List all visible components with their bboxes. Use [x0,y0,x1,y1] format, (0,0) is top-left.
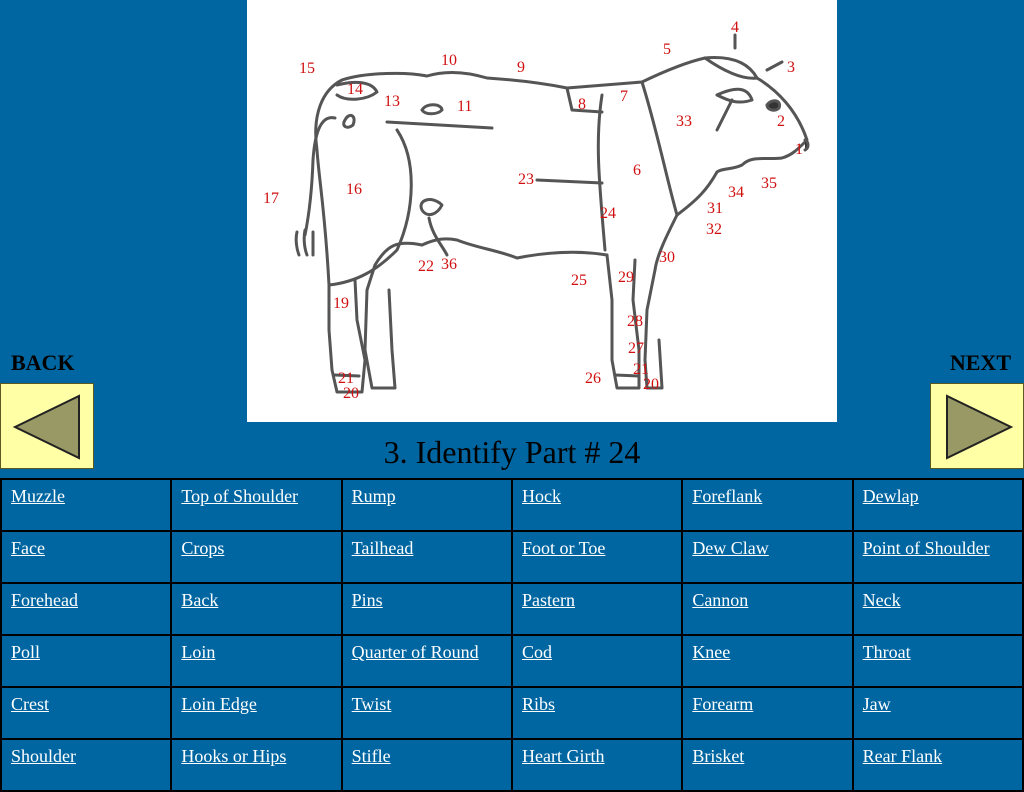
svg-text:15: 15 [299,60,315,77]
back-label: BACK [11,350,75,375]
answer-link[interactable]: Twist [351,694,392,714]
svg-text:29: 29 [618,269,634,286]
answer-link[interactable]: Top of Shoulder [181,486,299,506]
answer-cell [342,583,512,635]
cow-outline-drawing [247,0,837,422]
answer-cell [853,531,1023,583]
answer-cell [1,739,171,791]
answer-cell [512,687,682,739]
svg-text:30: 30 [659,249,675,266]
answer-row [1,531,1023,583]
answer-cell [1,687,171,739]
answer-cell [342,531,512,583]
svg-text:7: 7 [620,88,628,105]
svg-text:1: 1 [795,141,803,158]
answer-cell [171,739,341,791]
answer-link[interactable]: Neck [862,590,901,610]
answer-link[interactable]: Rump [351,486,396,506]
answer-row [1,739,1023,791]
answer-link[interactable]: Pins [351,590,383,610]
answer-link[interactable]: Dewlap [862,486,919,506]
answer-cell [682,635,852,687]
answer-cell [1,635,171,687]
answer-link[interactable]: Hock [521,486,561,506]
answer-cell [342,635,512,687]
answer-row [1,479,1023,531]
next-label: NEXT [949,350,1011,375]
answer-link[interactable]: Loin [181,642,216,662]
answer-cell [1,479,171,531]
answer-cell [682,583,852,635]
svg-text:23: 23 [518,171,534,188]
answer-link[interactable]: Throat [862,642,911,662]
svg-text:14: 14 [347,81,363,98]
answer-link[interactable]: Shoulder [11,746,76,766]
answer-cell [171,687,341,739]
answer-cell [512,583,682,635]
svg-text:20: 20 [643,376,659,393]
answer-link[interactable]: Cod [521,642,552,662]
answer-cell [853,687,1023,739]
answer-link[interactable]: Hooks or Hips [181,746,287,766]
answer-cell [342,739,512,791]
answer-link[interactable]: Crops [181,538,225,558]
answer-link[interactable]: Loin Edge [181,694,257,714]
answer-link[interactable]: Pastern [521,590,575,610]
svg-text:22: 22 [418,258,434,275]
answer-row [1,687,1023,739]
answer-cell [682,479,852,531]
svg-text:24: 24 [600,205,616,222]
answer-cell [682,687,852,739]
answer-link[interactable]: Cannon [692,590,749,610]
answer-cell [171,635,341,687]
answer-cell [853,635,1023,687]
svg-text:21: 21 [338,370,354,387]
answer-link[interactable]: Forearm [692,694,754,714]
svg-text:26: 26 [585,370,601,387]
answer-cell [1,583,171,635]
svg-text:27: 27 [628,340,644,357]
answer-grid [0,478,1024,792]
answer-cell [171,479,341,531]
svg-text:31: 31 [707,200,723,217]
cow-diagram [247,0,837,422]
answer-link[interactable]: Ribs [521,694,555,714]
answer-link[interactable]: Stifle [351,746,391,766]
svg-text:8: 8 [578,96,586,113]
answer-link[interactable]: Brisket [692,746,745,766]
svg-text:35: 35 [761,175,777,192]
answer-cell [853,583,1023,635]
answer-link[interactable]: Back [181,590,219,610]
answer-cell [342,479,512,531]
svg-text:36: 36 [441,256,457,273]
answer-cell [512,739,682,791]
answer-cell [1,531,171,583]
answer-cell [853,479,1023,531]
svg-text:20: 20 [343,385,359,402]
answer-link[interactable]: Rear Flank [862,746,943,766]
svg-text:19: 19 [333,295,349,312]
answer-cell [682,739,852,791]
svg-text:11: 11 [457,98,473,115]
svg-text:9: 9 [517,59,525,76]
answer-cell [512,635,682,687]
answer-cell [342,687,512,739]
answer-cell [171,583,341,635]
answer-link[interactable]: Dew Claw [692,538,769,558]
svg-text:10: 10 [441,52,457,69]
answer-link[interactable]: Knee [692,642,731,662]
answer-link[interactable]: Crest [11,694,49,714]
answer-link[interactable]: Poll [11,642,41,662]
answer-link[interactable]: Foreflank [692,486,763,506]
answer-link[interactable]: Quarter of Round [351,642,479,662]
svg-text:6: 6 [633,162,641,179]
svg-text:25: 25 [571,272,587,289]
answer-link[interactable]: Forehead [11,590,78,610]
answer-cell [682,531,852,583]
svg-text:3: 3 [787,59,795,76]
svg-text:5: 5 [663,41,671,58]
answer-link[interactable]: Muzzle [11,486,65,506]
answer-row [1,583,1023,635]
svg-text:34: 34 [728,184,744,201]
svg-text:2: 2 [777,113,785,130]
svg-text:21: 21 [633,361,649,378]
answer-cell [512,531,682,583]
svg-text:28: 28 [627,313,643,330]
svg-text:16: 16 [346,181,362,198]
svg-text:13: 13 [384,93,400,110]
answer-link[interactable]: Foot or Toe [521,538,606,558]
question-title: 3. Identify Part # 24 [383,434,641,470]
svg-text:32: 32 [706,221,722,238]
svg-text:4: 4 [731,19,739,36]
answer-cell [853,739,1023,791]
answer-link[interactable]: Jaw [862,694,891,714]
answer-cell [171,531,341,583]
svg-text:17: 17 [263,190,279,207]
answer-row [1,635,1023,687]
answer-link[interactable]: Point of Shoulder [862,538,990,558]
answer-link[interactable]: Heart Girth [521,746,605,766]
answer-cell [512,479,682,531]
answer-link[interactable]: Face [11,538,45,558]
answer-link[interactable]: Tailhead [351,538,414,558]
svg-text:33: 33 [676,113,692,130]
